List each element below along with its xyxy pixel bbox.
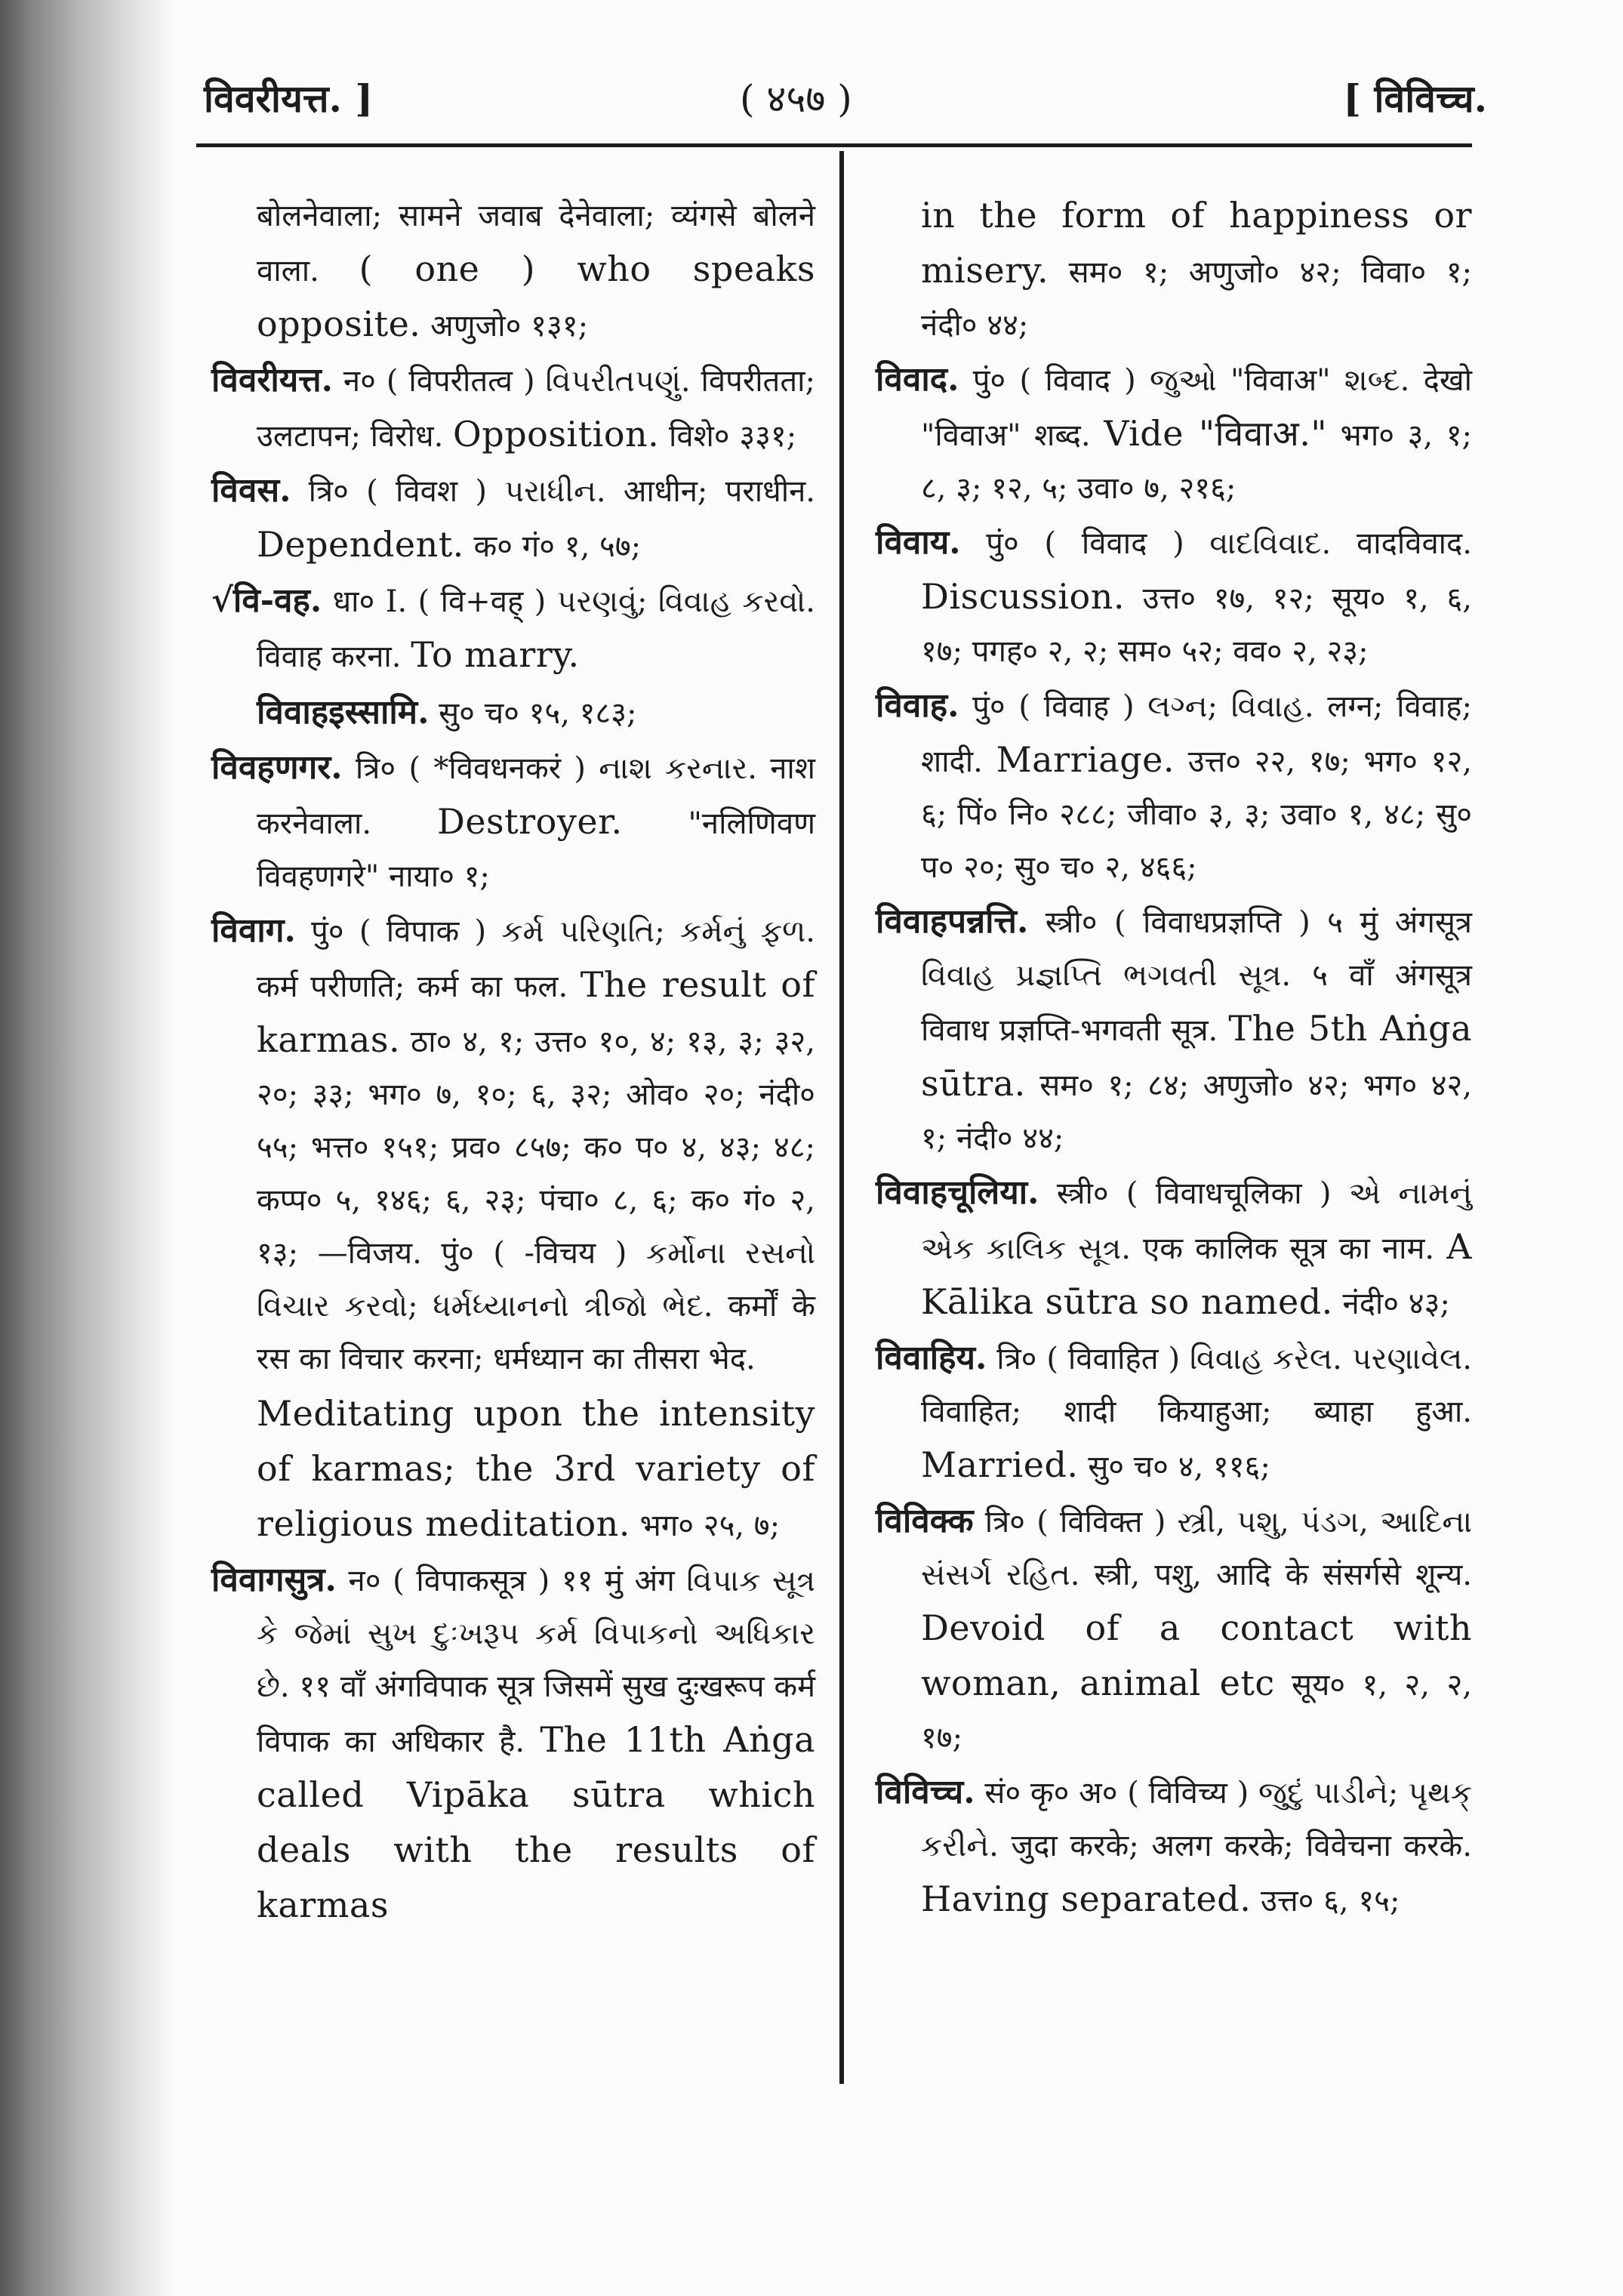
entry-english: The 11th Aṅga called Vipāka sūtra which deals with the results of karmas	[257, 1719, 815, 1925]
dictionary-entry	[211, 741, 815, 903]
dictionary-entry	[211, 464, 815, 573]
entry-english: Married.	[921, 1444, 1079, 1485]
entry-references: अणुजो० १३१;	[420, 309, 589, 344]
right-column	[876, 189, 1472, 1929]
entry-definition: त्रि० ( विवश ) પરાધીન. आधीन; पराधीन.	[291, 474, 815, 509]
left-column	[211, 189, 815, 1935]
dictionary-entry	[876, 353, 1472, 515]
entry-references: भग० ३, १; ८, ३; १२, ५; उवा० ७, २१६;	[921, 418, 1472, 506]
dictionary-subentry	[211, 685, 815, 740]
entry-references: सु० च० ४, ११६;	[1078, 1450, 1270, 1484]
entry-references: "नलिणिवण विवहणगरे" नाया० १;	[257, 806, 815, 894]
entry-headword: विवाहइस्सामि.	[257, 693, 430, 732]
dictionary-entry	[211, 1554, 815, 1934]
entry-definition: स्त्री० ( विवाधचूलिका ) એ નામનું એક કાલિક સૂત્ર. एक कालिक सूत्र का नाम.	[921, 1176, 1472, 1266]
entry-definition: धा० I. ( वि+वह् ) પરણવું; વિવાહ કરવો. विवाह करना.	[257, 584, 815, 674]
dictionary-entry	[876, 516, 1472, 678]
entry-headword: √वि-वह.	[211, 581, 322, 620]
entry-english: Marriage.	[996, 739, 1175, 780]
entry-definition: पुं० ( विवाद ) જુઓ "विवाअ" શબ્દ. देखो "विवाअ" शब्द.	[921, 363, 1472, 453]
entry-english: A Kālika sūtra so named.	[921, 1226, 1472, 1322]
dictionary-entry	[211, 575, 815, 683]
entry-definition: पुं० ( विपाक ) કર્મ પરિણતિ; કર્મનું ફળ. कर्म परीणति; कर्म का फल.	[257, 914, 815, 1004]
entry-english: Destroyer.	[436, 801, 623, 842]
entry-headword: विवाग.	[211, 911, 296, 950]
dictionary-entry	[876, 1332, 1472, 1493]
header-rule	[196, 143, 1472, 147]
entry-definition: पुं० ( विवाद ) વાદવિવાદ. वादविवाद.	[960, 526, 1472, 561]
entry-english: The result of karmas.	[257, 964, 815, 1060]
entry-references: उत्त० २२, १७; भग० १२, ६; पिं० नि० २८८; जीवा० ३, ३; उवा० १, ४८; सु० प० २०; सु० च० २, ४६६;	[921, 744, 1472, 885]
entry-definition: त्रि० ( *विवधनकरं ) નાશ કરનાર. नाश करनेवाला.	[257, 751, 815, 841]
entry-references: ठा० ४, १; उत्त० १०, ४; १३, ३; ३२, २०; ३३; भग० ७, १०; ६, ३२; ओव० २०; नंदी० ५५; भत्त० १५१; प्रव० ८५७; क० प० ४, ४३; ४८; कप्प० ५, १४६; ६, २३; पंचा० ८, ६; क० गं० २, १३; —विजय. पुं० ( -विचय ) કર્મોના રસનો વિચાર કરવો; ધર્મધ્યાનનો ત્રીજો ભેદ. कर्मों के रस का विचार करना; धर्मध्यान का तीसरा भेद.	[257, 1025, 815, 1376]
dictionary-entry-continuation	[211, 1387, 815, 1552]
entry-english: The 5th Aṅga sūtra.	[921, 1008, 1472, 1104]
dictionary-entry	[876, 1495, 1472, 1764]
header-last-headword: [ विविच्च.	[1343, 76, 1487, 121]
dictionary-entry	[876, 680, 1472, 894]
entry-headword: विविच्च.	[876, 1773, 975, 1811]
entry-definition: न० ( विपरीतत्व ) વિપરીતપણું. विपरीतता; उलटापन; विरोध.	[257, 364, 815, 454]
entry-headword: विवागसुत्र.	[211, 1561, 337, 1599]
dictionary-entry	[211, 905, 815, 1385]
entry-references: सम० १; ८४; अणुजो० ४२; भग० ४२, १; नंदी० ४४;	[921, 1068, 1472, 1156]
entry-definition: स्त्री० ( विवाधप्रज्ञप्ति ) ५ मुं अंगसूत्र વિવાહ પ્રજ્ઞપ્તિ ભગવતી સૂત્ર. ५ वाँ अंगसूत्र विवाध प्रज्ञप्ति-भगवती सूत्र.	[921, 905, 1472, 1048]
entry-headword: विवाद.	[876, 360, 959, 399]
column-divider	[839, 151, 844, 2084]
entry-references: सूय० १, २, २, १७;	[921, 1668, 1472, 1755]
entry-headword: विवरीयत्त.	[211, 361, 333, 399]
entry-english: Vide "विवाअ."	[1104, 413, 1328, 454]
dictionary-entry	[211, 354, 815, 463]
entry-definition: त्रि० ( विवाहित ) વિવાહ કરેલ. પરણાવેલ. विवाहित; शादी कियाहुआ; ब्याहा हुआ.	[921, 1342, 1472, 1429]
entry-headword: विवाय.	[876, 523, 961, 562]
entry-english: Having separated.	[921, 1878, 1252, 1919]
dictionary-entry	[876, 895, 1472, 1165]
entry-english: ( one ) who speaks opposite.	[257, 248, 815, 344]
entry-headword: विवहणगर.	[211, 748, 343, 787]
scan-spine-shadow	[0, 0, 174, 2296]
entry-references: सम० १; अणुजो० ४२; विवा० १; नंदी० ४४;	[921, 255, 1472, 343]
entry-references: विशे० ३३१;	[659, 419, 797, 454]
entry-english: To marry.	[411, 634, 580, 675]
entry-english: Meditating upon the intensity of karmas; the 3rd variety of religious meditation.	[257, 1393, 815, 1544]
entry-english: Dependent.	[257, 524, 464, 565]
page-number: ( ४५७ )	[740, 77, 852, 121]
entry-definition: बोलनेवाला; सामने जवाब देनेवाला; व्यंगसे बोलने वाला.	[257, 199, 815, 288]
entry-english: Opposition.	[453, 414, 660, 455]
entry-headword: विविक्क	[876, 1502, 974, 1540]
entry-english: Devoid of a contact with woman, animal etc	[921, 1607, 1472, 1703]
dictionary-entry	[211, 189, 815, 353]
entry-english: in the form of happiness or misery.	[921, 195, 1472, 291]
entry-definition: त्रि० ( विविक्त ) સ્ત્રી, પશુ, પંડગ, આદિના સંસર્ગ રહિત. स्त्री, पशु, आदि के संसर्गसे शून्य.	[921, 1505, 1472, 1592]
page-header	[204, 64, 1487, 125]
entry-definition: सु० च० १५, १८३;	[429, 696, 637, 731]
entry-english: Discussion.	[921, 576, 1125, 617]
entry-headword: विवाहचूलिया.	[876, 1173, 1039, 1212]
entry-headword: विवस.	[211, 471, 291, 510]
entry-references: उत्त० ६, १५;	[1251, 1884, 1400, 1918]
entry-references: भग० २५, ७;	[630, 1509, 781, 1543]
entry-references: नंदी० ४३;	[1332, 1287, 1450, 1321]
dictionary-entry	[876, 1766, 1472, 1928]
entry-headword: विवाहपन्नत्ति.	[876, 902, 1029, 941]
entry-definition: पुं० ( विवाह ) લગ્ન; વિવાહ. लग्न; विवाह; शादी.	[921, 689, 1472, 779]
entry-definition: न० ( विपाकसूत्र ) ११ मुं अंग વિપાક સૂત્ર કે જેમાં સુખ દુઃખરૂપ કર્મ વિપાકનો અધિકાર છે. ११ वाँ अंगविपाक सूत्र जिसमें सुख दुःखरूप कर्म विपाक का अधिकार है.	[257, 1564, 815, 1759]
entry-references: उत्त० १७, १२; सूय० १, ६, १७; पगह० २, २; सम० ५२; वव० २, २३;	[921, 581, 1472, 669]
entry-headword: विवाह.	[876, 686, 959, 725]
dictionary-entry-continuation	[876, 189, 1472, 352]
dictionary-entry	[876, 1166, 1472, 1330]
header-first-headword: विवरीयत्त. ]	[204, 76, 373, 121]
entry-headword: विवाहिय.	[876, 1339, 987, 1377]
entry-references: क० गं० १, ५७;	[463, 529, 642, 564]
entry-definition: सं० कृ० अ० ( विविच्य ) જુદું પાડીને; પૃથક્ કરીને. जुदा करके; अलग करके; विवेचना करके.	[921, 1776, 1472, 1863]
